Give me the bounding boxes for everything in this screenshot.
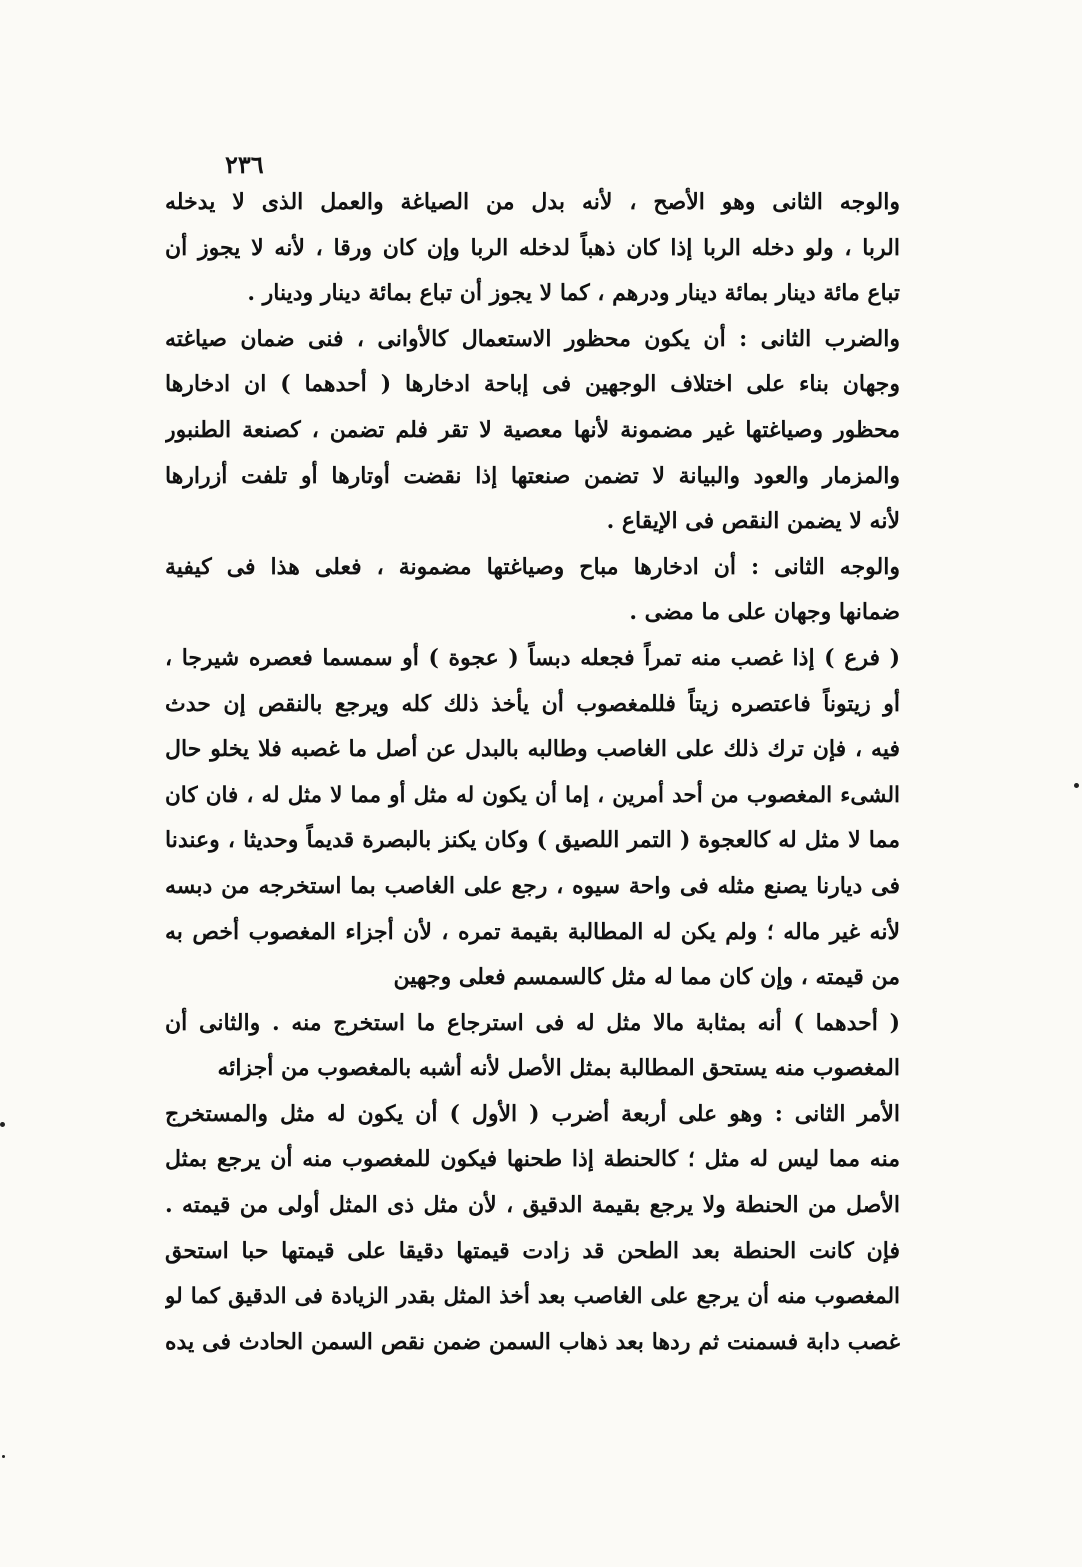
text-line: ( أحدهما ) أنه بمثابة مالا مثل له فى استرجاع ما استخرج منه . والثانى أن	[165, 1009, 900, 1036]
text-line: الأمر الثانى : وهو على أربعة أضرب ( الأول ) أن يكون له مثل والمستخرج	[165, 1100, 900, 1127]
text-line: والضرب الثانى : أن يكون محظور الاستعمال كالأوانى ، فنى ضمان صياغته	[165, 325, 900, 352]
text-line: أو زيتوناً فاعتصره زيتاً فللمغصوب أن يأخذ ذلك كله ويرجع بالنقص إن حدث	[165, 690, 900, 717]
text-line: فى ديارنا يصنع مثله فى واحة سيوه ، رجع على الغاصب بما استخرجه من دبسه	[165, 872, 900, 899]
text-line: المغصوب منه أن يرجع على الغاصب بعد أخذ المثل بقدر الزيادة فى الدقيق كما لو	[165, 1284, 900, 1310]
body-text	[165, 180, 900, 1365]
margin-speck	[2, 1455, 5, 1458]
text-line: والوجه الثانى وهو الأصح ، لأنه بدل من الصياغة والعمل الذى لا يدخله	[165, 189, 900, 215]
text-line: لأنه لا يضمن النقص فى الإيقاع .	[606, 508, 900, 535]
text-line: محظور وصياغتها غير مضمونة لأنها معصية لا تقر فلم تضمن ، كصنعة الطنبور	[165, 416, 900, 443]
text-line: والمزمار والعود والبيانة لا تضمن صنعتها إذا نقضت أوتارها أو تلفت أزرارها	[165, 462, 900, 489]
text-line: الشىء المغصوب من أحد أمرين ، إما أن يكون له مثل أو مما لا مثل له ، فان كان	[165, 782, 900, 808]
text-line: غصب دابة فسمنت ثم ردها بعد ذهاب السمن ضمن نقص السمن الحادث فى يده	[165, 1328, 900, 1355]
page-number: ٢٣٦	[225, 150, 264, 179]
text-line: تباع مائة دينار بمائة دينار ودرهم ، كما لا يجوز أن تباع بمائة دينار ودينار .	[247, 280, 900, 307]
text-line: الأصل من الحنطة ولا يرجع بقيمة الدقيق ، لأن مثل ذى المثل أولى من قيمته .	[165, 1192, 900, 1219]
margin-speck	[0, 1122, 5, 1127]
text-line: ( فرع ) إذا غصب منه تمراً فجعله دبساً ( عجوة ) أو سمسما فعصره شيرجا ،	[165, 644, 900, 671]
text-line: ضمانها وجهان على ما مضى .	[629, 599, 900, 626]
text-line: فيه ، فإن ترك ذلك على الغاصب وطالبه بالبدل عن أصل ما غصبه فلا يخلو حال	[165, 736, 900, 763]
margin-speck	[1074, 783, 1079, 788]
text-line: وجهان بناء على اختلاف الوجهين فى إباحة ادخارها ( أحدهما ) ان ادخارها	[165, 371, 900, 398]
text-line: المغصوب منه يستحق المطالبة بمثل الأصل لأنه أشبه بالمغصوب من أجزائه	[217, 1055, 900, 1082]
text-line: والوجه الثانى : أن ادخارها مباح وصياغتها مضمونة ، فعلى هذا فى كيفية	[165, 553, 900, 580]
text-line: لأنه غير ماله ؛ ولم يكن له المطالبة بقيمة تمره ، لأن أجزاء المغصوب أخص به	[165, 918, 900, 945]
text-line: مما لا مثل له كالعجوة ( التمر اللصيق ) وكان يكنز بالبصرة قديماً وحديثا ، وعندنا	[165, 827, 900, 854]
text-line: فإن كانت الحنطة بعد الطحن قد زادت قيمتها دقيقا على قيمتها حبا استحق	[165, 1237, 900, 1264]
text-line: منه مما ليس له مثل ؛ كالحنطة إذا طحنها فيكون للمغصوب منه أن يرجع بمثل	[165, 1146, 900, 1173]
text-line: الربا ، ولو دخله الربا إذا كان ذهباً لدخله الربا وإن كان ورقا ، لأنه لا يجوز أن	[165, 234, 900, 261]
text-line: من قيمته ، وإن كان مما له مثل كالسمسم فعلى وجهين	[393, 964, 900, 991]
